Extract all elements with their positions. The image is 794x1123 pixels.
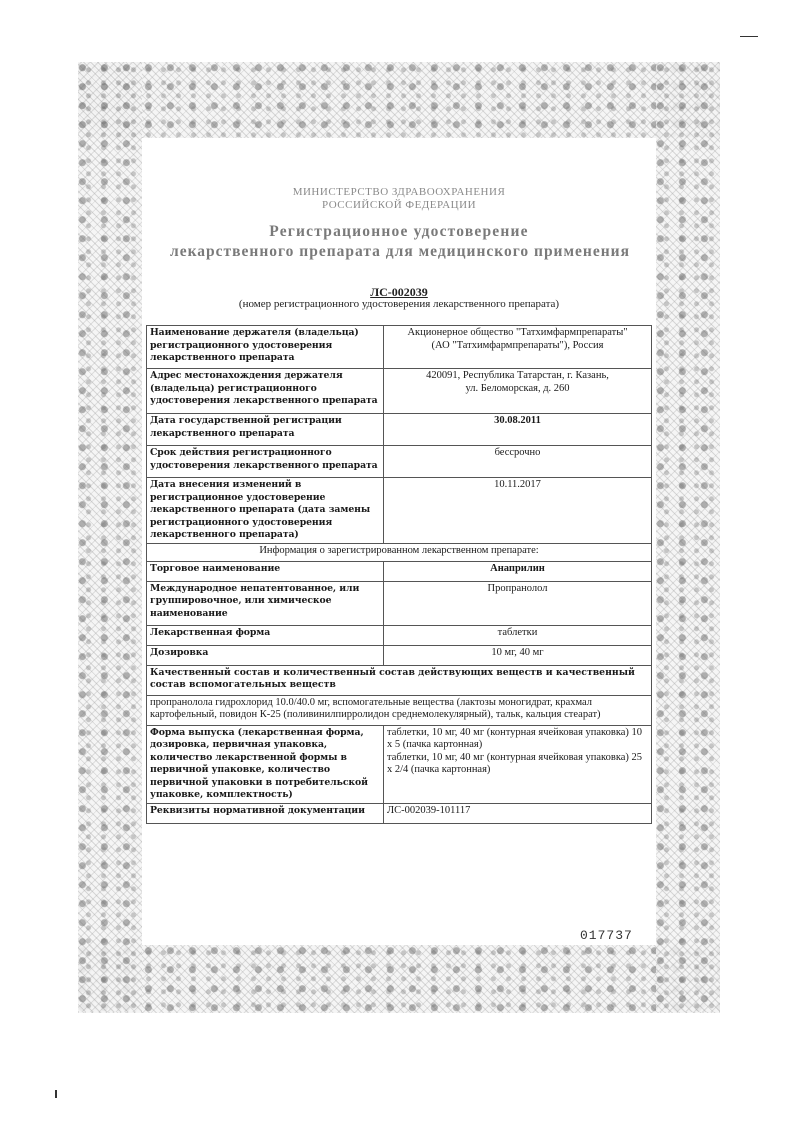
release-form-line-1: таблетки, 10 мг, 40 мг (контурная ячейковая упаковка) 10 x 5 (пачка картонная) — [387, 726, 643, 751]
holder-name-line-2: (АО "Татхимфармпрепараты"), Россия — [431, 339, 604, 351]
table-row — [147, 803, 652, 823]
table-row — [147, 543, 652, 561]
table-row — [147, 725, 652, 803]
holder-address-label: Адрес местонахождения держателя (владельца) регистрационного удостоверения лекарственного препарата — [147, 369, 384, 414]
table-row — [147, 665, 652, 695]
certificate-table — [146, 325, 652, 824]
holder-address-line-2: ул. Беломорская, д. 260 — [465, 382, 570, 394]
inn-label: Международное непатентованное, или группировочное, или химическое наименование — [147, 581, 384, 625]
ministry-name — [142, 186, 656, 212]
registration-number: ЛС-002039 — [370, 285, 428, 299]
dosage-value: 10 мг, 40 мг — [384, 645, 652, 665]
drug-info-header: Информация о зарегистрированном лекарственном препарате: — [147, 543, 652, 561]
change-date-label: Дата внесения изменений в регистрационное удостоверение лекарственного препарата (дата замены регистрационного удостоверения лекарственного препарата) — [147, 478, 384, 544]
table-row — [147, 625, 652, 645]
trade-name-label: Торговое наименование — [147, 561, 384, 581]
form-serial-number: 017737 — [580, 928, 633, 943]
table-row — [147, 645, 652, 665]
ministry-line-2: РОССИЙСКОЙ ФЕДЕРАЦИИ — [321, 199, 477, 211]
release-form-line-2: таблетки, 10 мг, 40 мг (контурная ячейковая упаковка) 25 x 2/4 (пачка картонная) — [387, 751, 643, 776]
decorative-border-top — [78, 62, 720, 138]
registration-number-caption: (номер регистрационного удостоверения лекарственного препарата) — [238, 298, 560, 310]
release-form-value — [384, 725, 652, 803]
trade-name-value: Анаприлин — [384, 561, 652, 581]
table-row — [147, 561, 652, 581]
holder-name-value — [384, 326, 652, 369]
release-form-label: Форма выпуска (лекарственная форма, дозировка, первичная упаковка, количество лекарственной формы в первичной упаковке, количество первичной упаковки в потребительской упаковке, комплектность) — [147, 725, 384, 803]
registration-date-label: Дата государственной регистрации лекарственного препарата — [147, 414, 384, 446]
decorative-border-right — [656, 62, 720, 1012]
table-row — [147, 446, 652, 478]
table-row — [147, 581, 652, 625]
change-date-value: 10.11.2017 — [384, 478, 652, 544]
holder-name-label: Наименование держателя (владельца) регистрационного удостоверения лекарственного препарата — [147, 326, 384, 369]
holder-address-line-1: 420091, Республика Татарстан, г. Казань, — [426, 370, 609, 381]
decorative-border-bottom — [78, 945, 720, 1013]
certificate-title: Регистрационное удостоверение — [269, 223, 529, 240]
table-row — [147, 695, 652, 725]
holder-name-line-1: Акционерное общество "Татхимфармпрепараты" — [407, 327, 628, 338]
composition-label: Качественный состав и количественный состав действующих веществ и качественный состав вспомогательных веществ — [147, 665, 652, 695]
inn-value: Пропранолол — [384, 581, 652, 625]
table-row — [147, 414, 652, 446]
dosage-form-value: таблетки — [384, 625, 652, 645]
holder-address-value — [384, 369, 652, 414]
table-row — [147, 478, 652, 544]
table-row — [147, 326, 652, 369]
scan-artifact — [55, 1090, 57, 1098]
certificate-subtitle: лекарственного препарата для медицинского применения — [170, 243, 630, 260]
normative-docs-value: ЛС-002039-101117 — [384, 803, 652, 823]
validity-value: бессрочно — [384, 446, 652, 478]
composition-value: пропранолола гидрохлорид 10.0/40.0 мг, вспомогательные вещества (лактозы моногидрат, крахмал картофельный, повидон К-25 (поливинилпирролидон среднемолекулярный), тальк, кальция стеарат) — [147, 695, 652, 725]
ministry-line-1: МИНИСТЕРСТВО ЗДРАВООХРАНЕНИЯ — [292, 186, 506, 198]
normative-docs-label: Реквизиты нормативной документации — [147, 803, 384, 823]
table-row — [147, 369, 652, 414]
scan-artifact — [740, 36, 758, 37]
decorative-border-left — [78, 62, 142, 1012]
validity-label: Срок действия регистрационного удостоверения лекарственного препарата — [147, 446, 384, 478]
registration-date-value: 30.08.2011 — [384, 414, 652, 446]
dosage-label: Дозировка — [147, 645, 384, 665]
dosage-form-label: Лекарственная форма — [147, 625, 384, 645]
